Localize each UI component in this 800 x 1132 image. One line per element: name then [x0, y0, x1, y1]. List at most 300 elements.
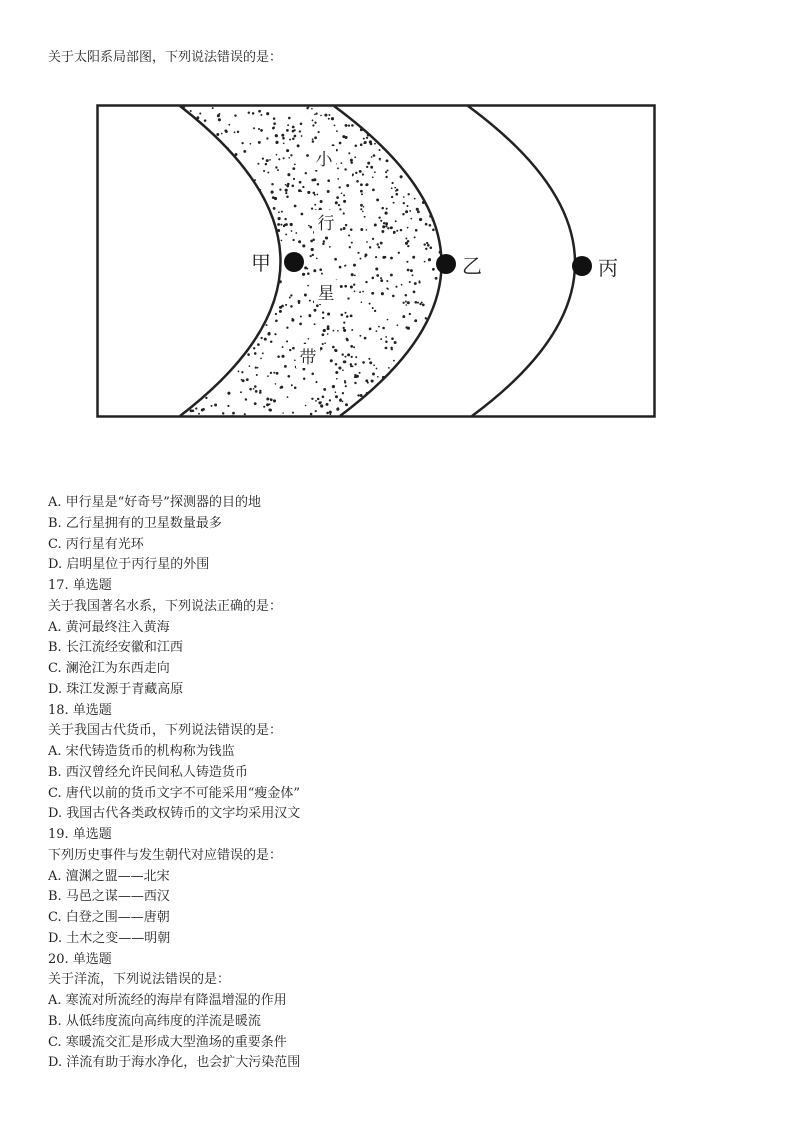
asteroid-dot: [335, 201, 338, 204]
asteroid-dot: [388, 367, 390, 369]
asteroid-dot: [405, 304, 407, 306]
asteroid-dot: [302, 186, 304, 188]
q19-option-c[interactable]: C. 白登之围——唐朝: [48, 910, 170, 925]
asteroid-dot: [299, 130, 301, 132]
asteroid-dot: [279, 306, 282, 309]
asteroid-dot: [410, 218, 412, 220]
asteroid-dot: [241, 142, 243, 144]
asteroid-dot: [369, 361, 372, 364]
asteroid-dot: [343, 360, 346, 363]
asteroid-dot: [344, 312, 346, 314]
asteroid-dot: [413, 291, 416, 294]
asteroid-dot: [291, 384, 293, 386]
asteroid-dot: [343, 329, 346, 332]
solar-system-diagram: [96, 104, 656, 418]
asteroid-dot: [360, 394, 363, 397]
q17-option-d[interactable]: D. 珠江发源于青藏高原: [48, 681, 184, 697]
asteroid-dot: [379, 158, 381, 160]
q18-stem: 关于我国古代货币，下列说法错误的是：: [48, 723, 283, 739]
asteroid-dot: [344, 168, 346, 170]
asteroid-dot: [286, 327, 288, 329]
asteroid-dot: [258, 110, 261, 113]
asteroid-dot: [345, 385, 347, 387]
q18-option-c[interactable]: C. 唐代以前的货币文字不可能采用“瘦金体”: [48, 785, 301, 801]
asteroid-dot: [276, 372, 279, 375]
asteroid-dot: [395, 286, 397, 288]
asteroid-dot: [346, 184, 349, 187]
asteroid-dot: [386, 280, 388, 282]
asteroid-dot: [427, 244, 430, 247]
asteroid-dot: [287, 375, 290, 378]
asteroid-dot: [335, 363, 338, 366]
asteroid-dot: [311, 108, 313, 110]
asteroid-dot: [378, 246, 380, 248]
asteroid-dot: [277, 223, 280, 226]
asteroid-dot: [320, 401, 322, 403]
asteroid-dot: [372, 373, 375, 376]
asteroid-dot: [359, 170, 362, 173]
asteroid-dot: [307, 268, 309, 270]
asteroid-dot: [366, 166, 368, 168]
asteroid-dot: [402, 213, 404, 215]
asteroid-dot: [324, 114, 327, 117]
asteroid-dot: [392, 295, 395, 298]
asteroid-dot: [405, 210, 408, 213]
asteroid-dot: [330, 359, 333, 362]
asteroid-dot: [369, 246, 371, 248]
asteroid-dot: [327, 325, 330, 328]
asteroid-dot: [260, 114, 262, 116]
asteroid-dot: [426, 242, 428, 244]
asteroid-dot: [297, 144, 300, 147]
asteroid-dot: [380, 338, 382, 340]
asteroid-dot: [380, 220, 382, 222]
belt-label-char-4: 带: [299, 348, 317, 368]
asteroid-dot: [257, 367, 259, 369]
asteroid-dot: [241, 371, 243, 373]
asteroid-dot: [303, 378, 305, 380]
asteroid-dot: [380, 279, 383, 282]
asteroid-dot: [402, 302, 404, 304]
q18-option-d[interactable]: D. 我国古代各类政权铸币的文字均采用汉文: [48, 806, 301, 822]
asteroid-dot: [302, 273, 305, 276]
q17-option-c[interactable]: C. 澜沧江为东西走向: [48, 661, 170, 676]
asteroid-dot: [212, 107, 214, 109]
asteroid-dot: [286, 340, 288, 342]
asteroid-dot: [370, 143, 373, 146]
asteroid-dot: [293, 178, 295, 180]
asteroid-dot: [318, 131, 320, 133]
asteroid-dot: [337, 330, 339, 332]
asteroid-dot: [273, 207, 276, 210]
asteroid-dot: [328, 118, 330, 120]
asteroid-dot: [298, 300, 301, 303]
asteroid-dot: [295, 232, 297, 234]
asteroid-dot: [354, 363, 356, 365]
asteroid-dot: [385, 176, 387, 178]
asteroid-dot: [210, 405, 212, 407]
asteroid-dot: [317, 183, 320, 186]
asteroid-dot: [351, 356, 353, 358]
asteroid-dot: [432, 228, 435, 231]
asteroid-dot: [360, 190, 363, 193]
asteroid-dot: [284, 365, 287, 368]
asteroid-dot: [419, 218, 422, 221]
belt-label-char-3: 星: [317, 284, 335, 304]
asteroid-dot: [249, 388, 252, 391]
asteroid-dot: [222, 412, 224, 414]
asteroid-dot: [343, 227, 346, 230]
asteroid-dot: [329, 411, 332, 414]
asteroid-dot: [294, 135, 297, 138]
asteroid-dot: [314, 114, 316, 116]
q19-stem: 下列历史事件与发生朝代对应错误的是：: [48, 847, 283, 863]
asteroid-dot: [307, 272, 310, 275]
asteroid-dot: [344, 265, 346, 267]
asteroid-dot: [346, 339, 349, 342]
asteroid-dot: [322, 243, 324, 245]
asteroid-dot: [274, 333, 276, 335]
asteroid-dot: [382, 327, 385, 330]
asteroid-dot: [414, 282, 417, 285]
asteroid-dot: [353, 264, 356, 267]
asteroid-dot: [414, 301, 417, 304]
asteroid-dot: [285, 223, 288, 226]
q18-option-b[interactable]: B. 西汉曾经允许民间私人铸造货币: [48, 764, 248, 780]
asteroid-dot: [257, 343, 260, 346]
q18-number: 18. 单选题: [48, 702, 112, 718]
q18-option-a[interactable]: A. 宋代铸造货币的机构称为钱监: [48, 744, 235, 759]
asteroid-dot: [339, 142, 342, 145]
asteroid-dot: [390, 347, 392, 349]
asteroid-dot: [256, 374, 258, 376]
q20-option-d[interactable]: D. 洋流有助于海水净化，也会扩大污染范围: [48, 1055, 301, 1071]
asteroid-dot: [327, 190, 330, 193]
asteroid-dot: [344, 285, 347, 288]
asteroid-dot: [292, 239, 294, 241]
asteroid-dot: [292, 347, 295, 350]
asteroid-dot: [324, 342, 326, 344]
asteroid-dot: [378, 149, 380, 151]
asteroid-dot: [247, 353, 250, 356]
asteroid-dot: [270, 372, 272, 374]
asteroid-dot: [403, 196, 405, 198]
asteroid-dot: [348, 234, 350, 236]
asteroid-dot: [313, 178, 316, 181]
asteroid-dot: [244, 413, 246, 415]
asteroid-dot: [312, 140, 314, 142]
q16-option-d[interactable]: D. 启明星位于丙行星的外围: [48, 557, 210, 573]
asteroid-dot: [315, 400, 317, 402]
asteroid-dot: [327, 179, 330, 182]
asteroid-dot: [417, 302, 419, 304]
asteroid-dot: [292, 130, 295, 133]
asteroid-dot: [323, 329, 326, 332]
asteroid-dot: [330, 413, 332, 415]
asteroid-dot: [344, 136, 347, 139]
asteroid-dot: [360, 228, 363, 231]
asteroid-dot: [304, 294, 307, 297]
asteroid-dot: [386, 208, 388, 210]
asteroid-dot: [339, 208, 341, 210]
asteroid-dot: [414, 236, 416, 238]
asteroid-dot: [347, 353, 350, 356]
asteroid-dot: [368, 358, 370, 360]
asteroid-dot: [241, 379, 243, 381]
asteroid-dot: [314, 122, 316, 124]
asteroid-dot: [361, 302, 363, 304]
asteroid-dot: [275, 166, 277, 168]
asteroid-dot: [393, 360, 395, 362]
asteroid-dot: [283, 142, 285, 144]
asteroid-dot: [350, 161, 353, 164]
asteroid-dot: [405, 238, 407, 240]
asteroid-dot: [386, 159, 389, 162]
asteroid-dot: [395, 220, 397, 222]
asteroid-dot: [362, 173, 364, 175]
q19-option-d[interactable]: D. 土木之变——明朝: [48, 930, 171, 946]
asteroid-dot: [294, 164, 296, 166]
asteroid-dot: [405, 294, 408, 297]
q19-option-b[interactable]: B. 马邑之谋——西汉: [48, 889, 170, 905]
asteroid-dot: [312, 124, 314, 126]
q20-option-a[interactable]: A. 寒流对所流经的海岸有降温增湿的作用: [48, 993, 287, 1008]
asteroid-dot: [288, 117, 291, 120]
asteroid-dot: [430, 246, 433, 249]
asteroid-dot: [255, 390, 258, 393]
q17-option-a[interactable]: A. 黄河最终注入黄海: [48, 619, 170, 635]
asteroid-dot: [282, 137, 285, 140]
asteroid-dot: [312, 138, 314, 140]
asteroid-dot: [218, 118, 221, 121]
asteroid-dot: [374, 224, 377, 227]
asteroid-dot: [227, 405, 229, 407]
asteroid-dot: [373, 154, 376, 157]
asteroid-dot: [262, 352, 264, 354]
asteroid-dot: [390, 257, 393, 260]
asteroid-dot: [350, 285, 353, 288]
asteroid-dot: [362, 211, 364, 213]
asteroid-dot: [287, 396, 289, 398]
asteroid-dot: [308, 106, 310, 108]
asteroid-dot: [316, 304, 319, 307]
asteroid-dot: [292, 185, 295, 188]
asteroid-dot: [352, 175, 354, 177]
asteroid-dot: [354, 290, 356, 292]
asteroid-dot: [360, 258, 362, 260]
asteroid-dot: [425, 248, 427, 250]
asteroid-dot: [311, 398, 313, 400]
asteroid-dot: [281, 355, 284, 358]
asteroid-dot: [321, 273, 323, 275]
asteroid-dot: [336, 130, 338, 132]
asteroid-dot: [342, 392, 344, 394]
asteroid-dot: [355, 356, 357, 358]
asteroid-dot: [354, 275, 356, 277]
asteroid-dot: [343, 321, 345, 323]
asteroid-dot: [266, 137, 268, 139]
asteroid-dot: [348, 124, 350, 126]
planet-yi-dot: [436, 254, 456, 274]
asteroid-dot: [355, 144, 358, 147]
asteroid-dot: [335, 371, 338, 374]
asteroid-dot: [376, 198, 379, 201]
asteroid-dot: [435, 277, 438, 280]
q20-option-b[interactable]: B. 从低纬度流向高纬度的洋流是暖流: [48, 1013, 261, 1029]
asteroid-dot: [385, 347, 388, 350]
asteroid-dot: [292, 137, 295, 140]
asteroid-dot: [347, 297, 349, 299]
asteroid-dot: [228, 124, 230, 126]
q16-option-b[interactable]: B. 乙行星拥有的卫星数量最多: [48, 515, 222, 531]
asteroid-dot: [364, 337, 367, 340]
asteroid-dot: [385, 336, 387, 338]
asteroid-dot: [366, 229, 368, 231]
asteroid-dot: [263, 406, 265, 408]
planet-jia-label: 甲: [251, 251, 271, 275]
asteroid-dot: [422, 304, 425, 307]
asteroid-dot: [260, 358, 262, 360]
asteroid-dot: [320, 269, 322, 271]
asteroid-dot: [381, 207, 384, 210]
asteroid-dot: [407, 240, 410, 243]
asteroid-dot: [385, 212, 388, 215]
asteroid-dot: [320, 404, 323, 407]
asteroid-dot: [323, 240, 325, 242]
asteroid-dot: [336, 408, 339, 411]
asteroid-dot: [282, 346, 284, 348]
asteroid-dot: [362, 291, 364, 293]
asteroid-dot: [292, 126, 295, 129]
asteroid-dot: [320, 347, 323, 350]
q20-stem: 关于洋流，下列说法错误的是：: [48, 972, 231, 988]
asteroid-dot: [410, 269, 413, 272]
asteroid-dot: [393, 202, 395, 204]
asteroid-dot: [353, 346, 355, 348]
asteroid-dot: [322, 311, 324, 313]
asteroid-dot: [341, 192, 343, 194]
asteroid-dot: [317, 398, 319, 400]
asteroid-dot: [337, 178, 339, 180]
asteroid-dot: [338, 204, 340, 206]
asteroid-dot: [381, 292, 384, 295]
asteroid-dot: [286, 129, 289, 132]
asteroid-dot: [353, 284, 355, 286]
asteroid-dot: [313, 192, 316, 195]
asteroid-dot: [382, 225, 385, 228]
asteroid-dot: [331, 117, 334, 120]
q20-option-c[interactable]: C. 寒暖流交汇是形成大型渔场的重要条件: [48, 1034, 287, 1050]
planet-yi-label: 乙: [462, 254, 482, 278]
asteroid-dot: [396, 230, 398, 232]
asteroid-dot: [412, 256, 415, 259]
asteroid-dot: [340, 285, 343, 288]
asteroid-dot: [254, 402, 257, 405]
q16-option-c[interactable]: C. 丙行星有光环: [48, 536, 144, 552]
asteroid-dot: [357, 394, 359, 396]
asteroid-dot: [396, 193, 399, 196]
asteroid-dot: [349, 246, 351, 248]
asteroid-dot: [214, 404, 217, 407]
asteroid-dot: [366, 241, 368, 243]
asteroid-dot: [374, 310, 376, 312]
planet-bing-dot: [572, 256, 592, 276]
asteroid-dot: [342, 353, 344, 355]
asteroid-dot: [365, 281, 367, 283]
asteroid-dot: [227, 392, 230, 395]
asteroid-dot: [300, 123, 303, 126]
asteroid-dot: [351, 273, 354, 276]
asteroid-dot: [253, 347, 255, 349]
asteroid-dot: [391, 337, 394, 340]
asteroid-dot: [409, 210, 411, 212]
q17-option-b[interactable]: B. 长江流经安徽和江西: [48, 640, 183, 656]
asteroid-dot: [273, 372, 275, 374]
asteroid-dot: [343, 212, 345, 214]
asteroid-dot: [336, 196, 339, 199]
asteroid-dot: [425, 317, 427, 319]
asteroid-dot: [342, 369, 344, 371]
q16-option-a[interactable]: A. 甲行星是“好奇号”探测器的目的地: [48, 495, 261, 510]
asteroid-dot: [259, 390, 261, 392]
asteroid-dot: [350, 345, 353, 348]
asteroid-dot: [345, 224, 347, 226]
asteroid-dot: [308, 225, 310, 227]
asteroid-dot: [378, 326, 380, 328]
q17-number: 17. 单选题: [48, 578, 112, 593]
asteroid-dot: [272, 196, 275, 199]
asteroid-dot: [424, 261, 426, 263]
asteroid-dot: [283, 225, 285, 227]
asteroid-dot: [310, 255, 312, 257]
asteroid-dot: [385, 225, 387, 227]
asteroid-dot: [278, 211, 280, 213]
asteroid-dot: [362, 361, 365, 364]
asteroid-dot: [322, 343, 324, 345]
asteroid-dot: [273, 117, 276, 120]
asteroid-dot: [415, 229, 418, 232]
asteroid-dot: [360, 143, 363, 146]
asteroid-dot: [285, 304, 287, 306]
q19-option-a[interactable]: A. 澶渊之盟——北宋: [48, 868, 170, 884]
asteroid-dot: [339, 266, 342, 269]
asteroid-dot: [359, 372, 361, 374]
asteroid-dot: [325, 236, 328, 239]
asteroid-dot: [292, 412, 294, 414]
asteroid-dot: [271, 191, 274, 194]
asteroid-dot: [407, 327, 410, 330]
asteroid-dot: [279, 310, 282, 313]
asteroid-dot: [267, 375, 269, 377]
planet-jia-dot: [284, 252, 304, 272]
asteroid-dot: [280, 387, 282, 389]
asteroid-dot: [275, 134, 278, 137]
asteroid-dot: [300, 190, 302, 192]
asteroid-dot: [360, 204, 363, 207]
asteroid-dot: [269, 403, 271, 405]
asteroid-dot: [286, 149, 289, 152]
asteroid-dot: [338, 366, 341, 369]
asteroid-dot: [289, 349, 291, 351]
asteroid-dot: [386, 169, 388, 171]
q19-number: 19. 单选题: [48, 827, 112, 842]
question-list: [48, 493, 300, 1074]
asteroid-dot: [363, 206, 365, 208]
asteroid-dot: [298, 240, 301, 243]
asteroid-dot: [266, 324, 268, 326]
asteroid-dot: [385, 171, 387, 173]
asteroid-dot: [369, 303, 371, 305]
